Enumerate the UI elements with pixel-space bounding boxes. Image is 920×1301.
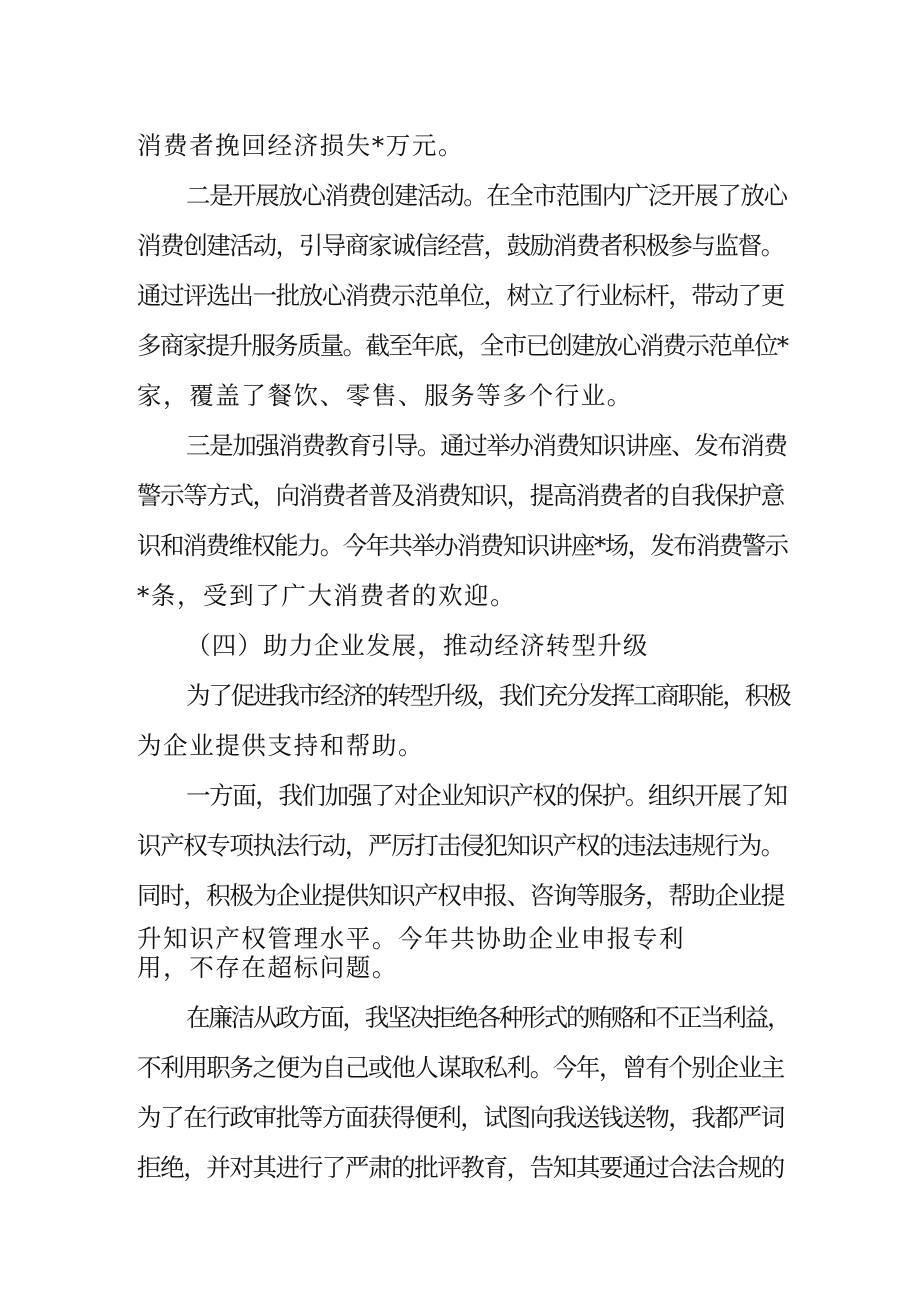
text-line: 通过评选出一批放心消费示范单位，树立了行业标杆，带动了更 (137, 281, 784, 310)
paragraph-start: 三是加强消费教育引导。通过举办消费知识讲座、发布消费 (186, 431, 787, 460)
paragraph-start: 一方面，我们加强了对企业知识产权的保护。组织开展了知 (186, 781, 787, 810)
text-line: 识和消费维权能力。今年共举办消费知识讲座*场，发布消费警示 (137, 531, 788, 560)
text-line: 同时，积极为企业提供知识产权申报、咨询等服务，帮助企业提 (137, 881, 784, 910)
text-line: 多商家提升服务质量。截至年底，全市已创建放心消费示范单位* (137, 331, 788, 360)
text-line: 为了在行政审批等方面获得便利，试图向我送钱送物，我都严词 (137, 1103, 784, 1132)
text-line: 拒绝，并对其进行了严肃的批评教育，告知其要通过合法合规的 (137, 1153, 784, 1182)
text-line: 用，不存在超标问题。 (137, 953, 398, 982)
text-line: 消费创建活动，引导商家诚信经营，鼓励消费者积极参与监督。 (137, 231, 784, 260)
text-line: 升知识产权管理水平。今年共协助企业申报专利 (137, 924, 686, 953)
text-line: 识产权专项执法行动，严厉打击侵犯知识产权的违法违规行为。 (137, 831, 784, 860)
text-line: 警示等方式，向消费者普及消费知识，提高消费者的自我保护意 (137, 481, 784, 510)
section-heading: （四）助力企业发展，推动经济转型升级 (186, 631, 649, 660)
text-line: 消费者挽回经济损失*万元。 (137, 131, 465, 160)
paragraph-start: 在廉洁从政方面，我坚决拒绝各种形式的贿赂和不正当利益， (186, 1003, 790, 1032)
text-line: 家，覆盖了餐饮、零售、服务等多个行业。 (137, 381, 633, 410)
paragraph-start: 为了促进我市经济的转型升级，我们充分发挥工商职能，积极 (186, 681, 790, 710)
text-line: 为企业提供支持和帮助。 (137, 731, 425, 760)
text-line: *条，受到了广大消费者的欢迎。 (137, 581, 517, 610)
text-line: 不利用职务之便为自己或他人谋取私利。今年，曾有个别企业主 (137, 1053, 784, 1082)
paragraph-start: 二是开展放心消费创建活动。在全市范围内广泛开展了放心 (186, 181, 787, 210)
